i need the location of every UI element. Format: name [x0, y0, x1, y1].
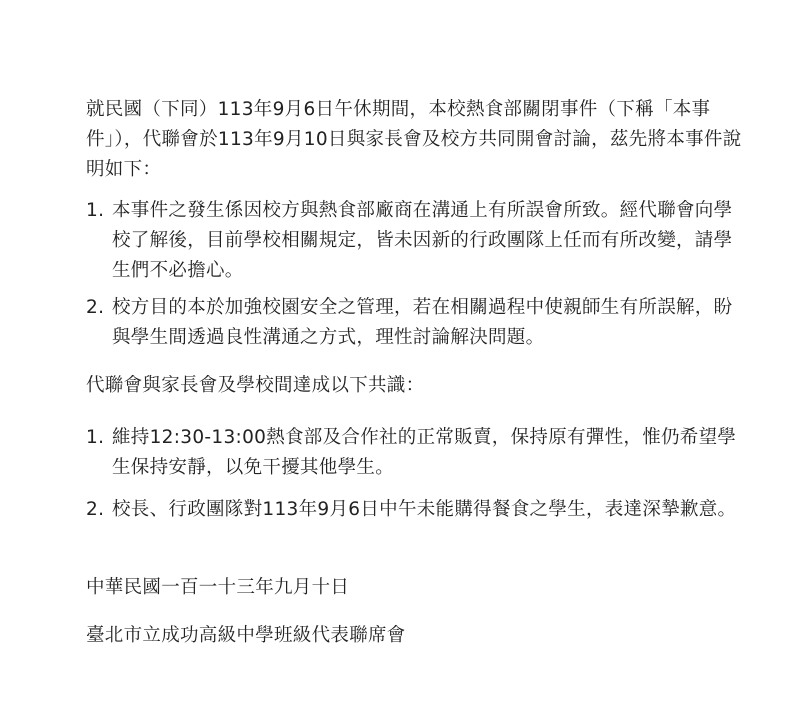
consensus-heading: 代聯會與家長會及學校間達成以下共識： [86, 375, 425, 396]
explanation-number-1: 1. [86, 200, 105, 221]
intro-paragraph: 就民國（下同）113年9月6日午休期間，本校熱食部關閉事件（下稱「本事件」），代聯會於113年9月10日與家長會及校方共同開會討論，茲先將本事件說明如下： [86, 99, 742, 180]
explanation-item-1 [86, 196, 751, 286]
consensus-item-2 [86, 495, 751, 525]
consensus-text-2: 校長、行政團隊對113年9月6日中午未能購得餐食之學生，表達深摯歉意。 [112, 499, 737, 520]
consensus-number-1: 1. [86, 427, 105, 448]
consensus-item-1 [86, 423, 751, 483]
explanation-item-2 [86, 293, 751, 353]
consensus-text-1: 維持12:30-13:00熱食部及合作社的正常販賣，保持原有彈性，惟仍希望學生保持安靜，以免干擾其他學生。 [112, 427, 737, 478]
explanation-text-2: 校方目的本於加強校園安全之管理，若在相關過程中使親師生有所誤解，盼與學生間透過良性溝通之方式，理性討論解決問題。 [112, 297, 733, 348]
signature-organization: 臺北市立成功高級中學班級代表聯席會 [86, 625, 406, 646]
explanation-text-1: 本事件之發生係因校方與熱食部廠商在溝通上有所誤會所致。經代聯會向學校了解後，目前學校相關規定，皆未因新的行政團隊上任而有所改變，請學生們不必擔心。 [112, 200, 733, 281]
consensus-number-2: 2. [86, 499, 105, 520]
document-date: 中華民國一百一十三年九月十日 [86, 577, 350, 598]
explanation-number-2: 2. [86, 297, 105, 318]
